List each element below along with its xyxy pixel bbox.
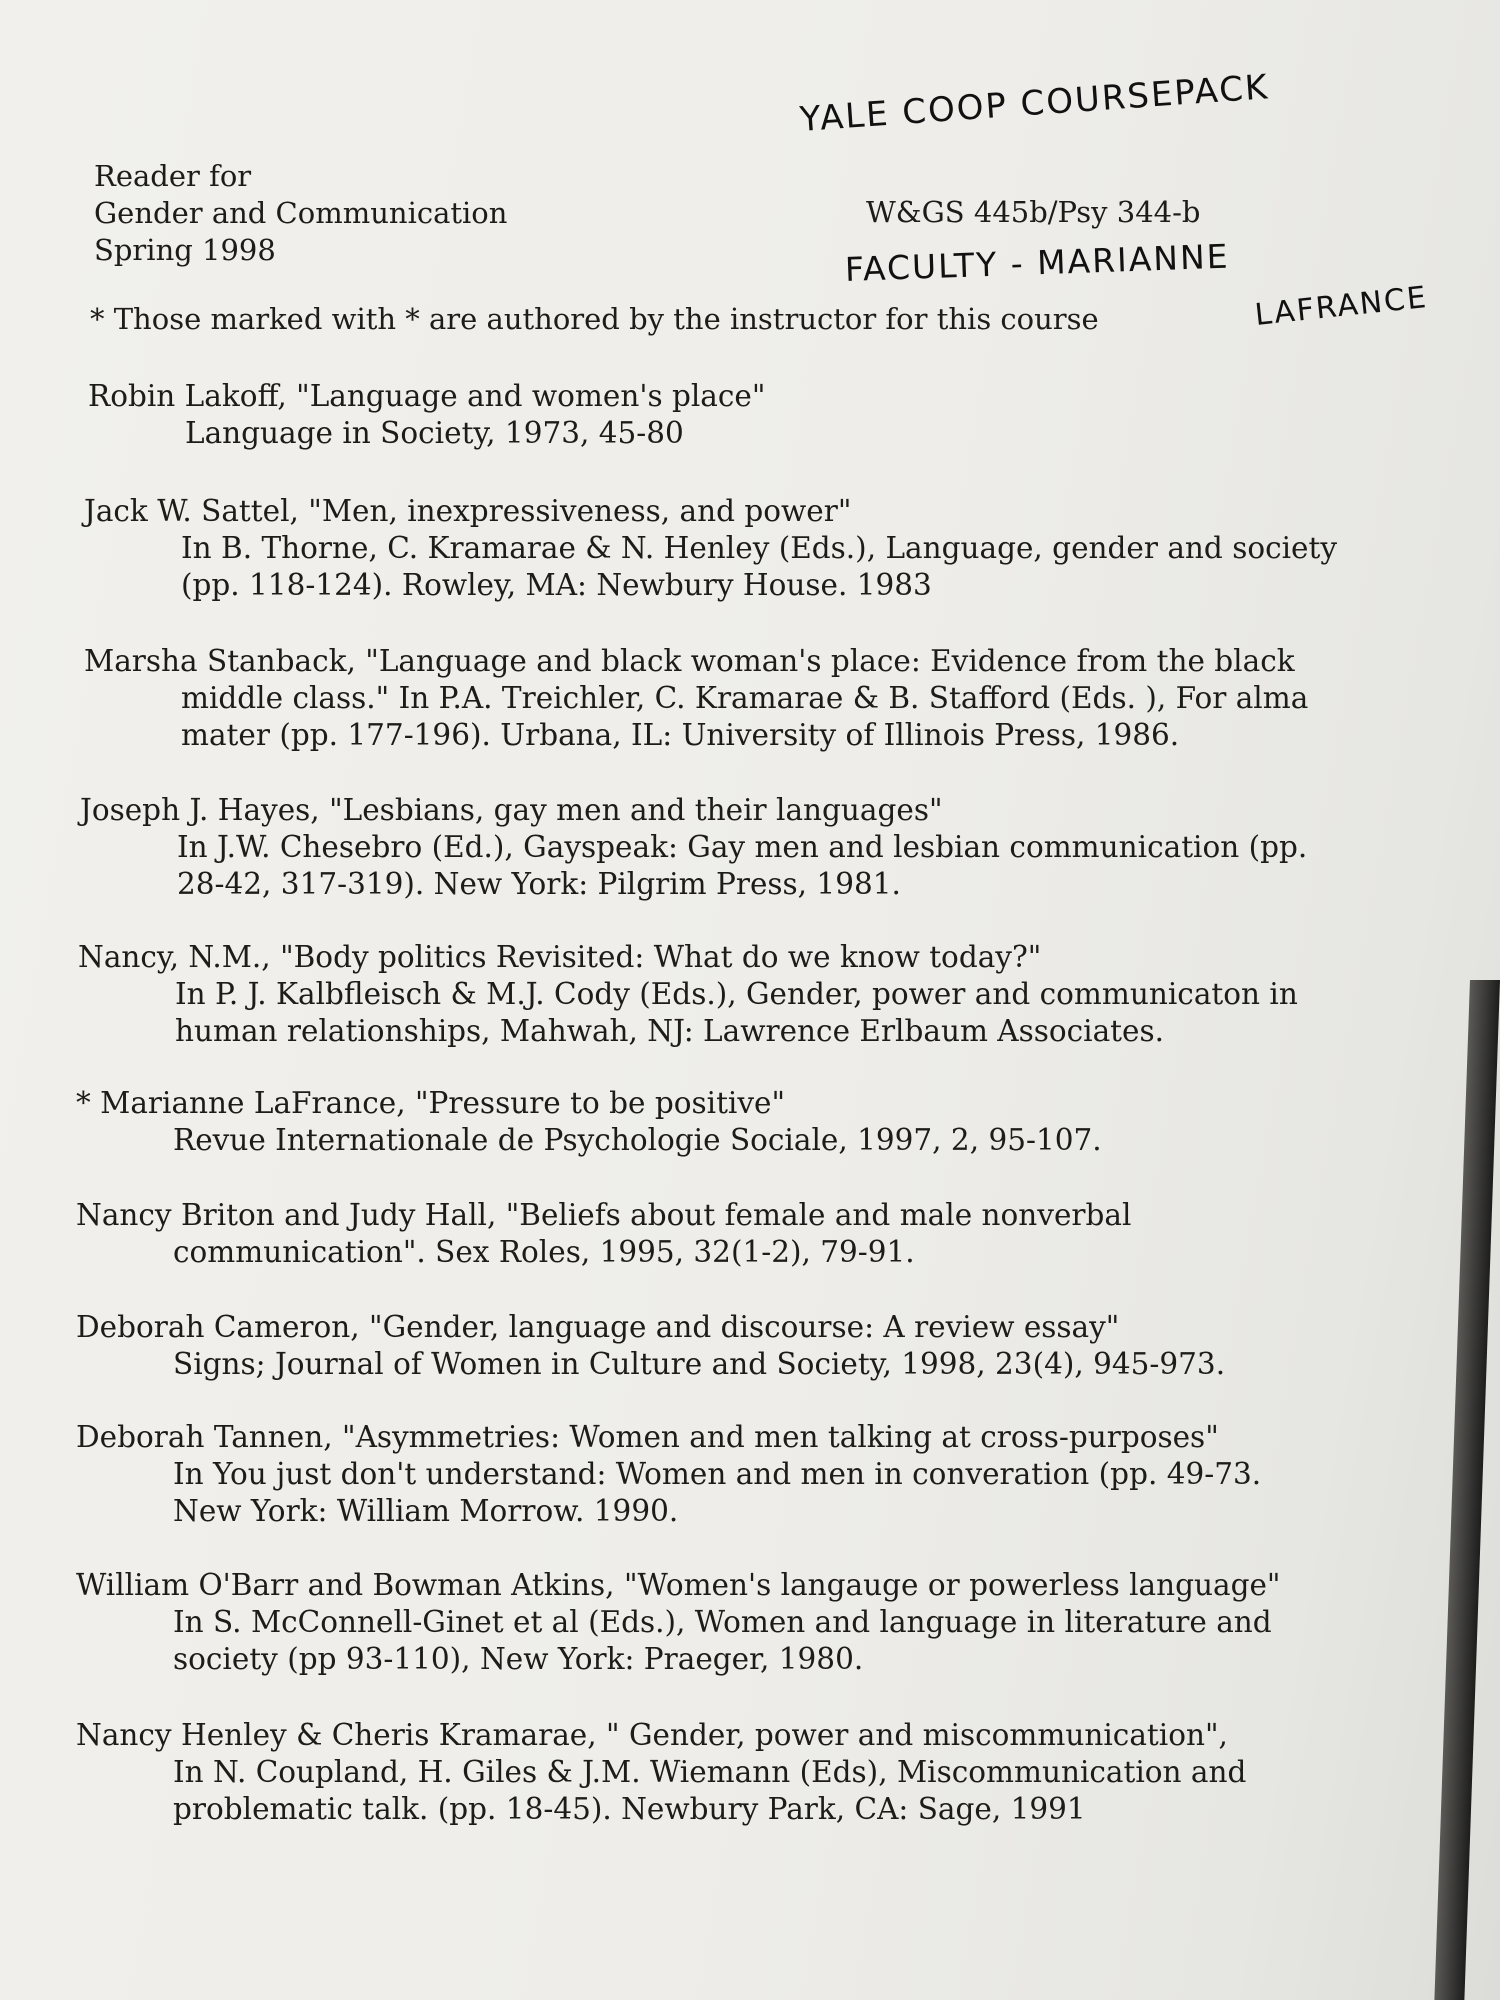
reading-entry xyxy=(76,1717,1246,1828)
reading-entry xyxy=(76,1567,1281,1678)
entry-citation-line: In P. J. Kalbfleisch & M.J. Cody (Eds.), Gender, power and communicaton in xyxy=(175,977,1298,1011)
reading-entry-instructor xyxy=(76,1085,1102,1159)
page-edge-shadow xyxy=(1434,980,1500,2000)
reader-term: Spring 1998 xyxy=(94,233,276,267)
entry-citation-line: human relationships, Mahwah, NJ: Lawrence Erlbaum Associates. xyxy=(175,1014,1165,1048)
entry-citation-line: William O'Barr and Bowman Atkins, "Women's langauge or powerless language" xyxy=(76,1568,1281,1602)
reading-entry xyxy=(88,378,765,452)
entry-citation-line: In N. Coupland, H. Giles & J.M. Wiemann (Eds), Miscommunication and xyxy=(173,1755,1247,1789)
reader-title-line: Reader for xyxy=(94,159,252,193)
handwritten-faculty-note: FACULTY - MARIANNE xyxy=(844,236,1231,289)
entry-citation-line: middle class." In P.A. Treichler, C. Kramarae & B. Stafford (Eds. ), For alma xyxy=(181,681,1309,715)
reading-entry xyxy=(84,643,1308,754)
handwritten-faculty-surname: LAFRANCE xyxy=(1253,279,1430,333)
reader-title-block xyxy=(94,158,507,269)
course-code: W&GS 445b/Psy 344-b xyxy=(866,195,1201,229)
entry-citation-line: Nancy Henley & Cheris Kramarae, " Gender, power and miscommunication", xyxy=(76,1718,1228,1752)
entry-citation-line: 28-42, 317-319). New York: Pilgrim Press, 1981. xyxy=(177,867,901,901)
entry-citation-line: society (pp 93-110), New York: Praeger, 1980. xyxy=(173,1642,864,1676)
entry-citation-line: mater (pp. 177-196). Urbana, IL: University of Illinois Press, 1986. xyxy=(181,718,1180,752)
entry-citation-line: Marsha Stanback, "Language and black woman's place: Evidence from the black xyxy=(84,644,1295,678)
entry-citation-line: (pp. 118-124). Rowley, MA: Newbury House. 1983 xyxy=(181,568,932,602)
instructor-note: * Those marked with * are authored by the instructor for this course xyxy=(90,302,1099,336)
entry-citation-line: In S. McConnell-Ginet et al (Eds.), Women and language in literature and xyxy=(173,1605,1272,1639)
reading-entry xyxy=(76,1419,1261,1530)
entry-citation-line: * Marianne LaFrance, "Pressure to be positive" xyxy=(76,1086,786,1120)
entry-citation-line: Signs; Journal of Women in Culture and Society, 1998, 23(4), 945-973. xyxy=(173,1347,1226,1381)
entry-citation-line: communication". Sex Roles, 1995, 32(1-2), 79-91. xyxy=(173,1235,915,1269)
reading-entry xyxy=(76,1197,1131,1271)
entry-citation-line: Nancy Briton and Judy Hall, "Beliefs about female and male nonverbal xyxy=(76,1198,1132,1232)
entry-citation-line: In You just don't understand: Women and men in converation (pp. 49-73. xyxy=(173,1457,1262,1491)
entry-citation-line: In J.W. Chesebro (Ed.), Gayspeak: Gay men and lesbian communication (pp. xyxy=(177,830,1308,864)
reading-entry xyxy=(78,939,1298,1050)
entry-citation-line: New York: William Morrow. 1990. xyxy=(173,1494,679,1528)
reader-course-title: Gender and Communication xyxy=(94,196,508,230)
entry-citation-line: Jack W. Sattel, "Men, inexpressiveness, and power" xyxy=(84,494,852,528)
entry-citation-line: In B. Thorne, C. Kramarae & N. Henley (Eds.), Language, gender and society xyxy=(181,531,1338,565)
entry-citation-line: Revue Internationale de Psychologie Sociale, 1997, 2, 95-107. xyxy=(173,1123,1102,1157)
reading-entry xyxy=(84,493,1337,604)
entry-citation-line: Deborah Cameron, "Gender, language and discourse: A review essay" xyxy=(76,1310,1120,1344)
entry-citation-line: problematic talk. (pp. 18-45). Newbury Park, CA: Sage, 1991 xyxy=(173,1792,1086,1826)
entry-citation-line: Deborah Tannen, "Asymmetries: Women and men talking at cross-purposes" xyxy=(76,1420,1219,1454)
reading-entry xyxy=(80,792,1307,903)
entry-citation-line: Nancy, N.M., "Body politics Revisited: What do we know today?" xyxy=(78,940,1042,974)
entry-citation-line: Language in Society, 1973, 45-80 xyxy=(185,416,684,450)
handwritten-coursepack-note: YALE COOP COURSEPACK xyxy=(798,67,1271,140)
entry-citation-line: Joseph J. Hayes, "Lesbians, gay men and their languages" xyxy=(80,793,943,827)
reading-entry xyxy=(76,1309,1225,1383)
entry-citation-line: Robin Lakoff, "Language and women's place" xyxy=(88,379,766,413)
